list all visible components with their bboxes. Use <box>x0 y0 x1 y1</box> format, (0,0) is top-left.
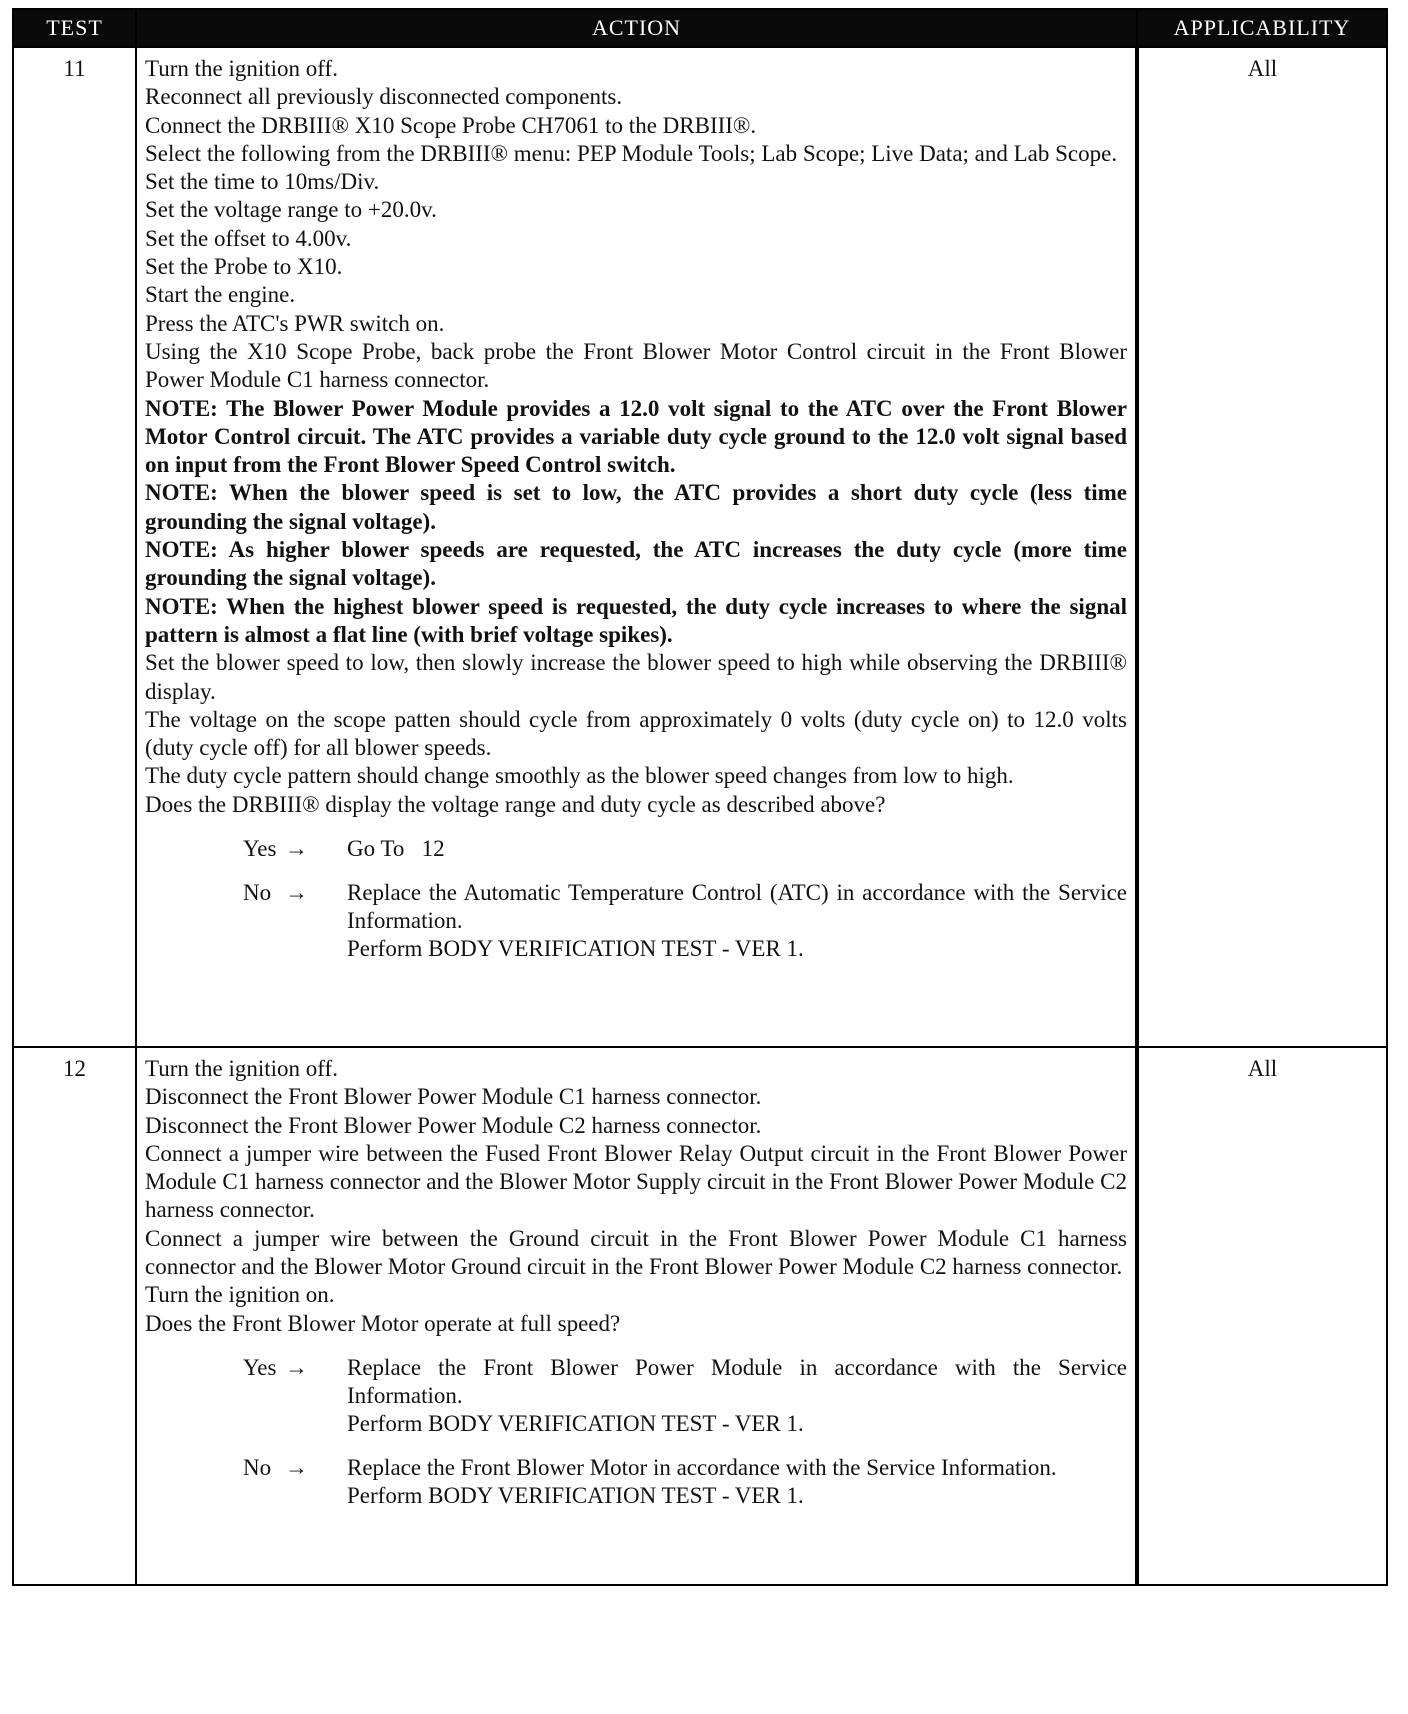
step-line: Press the ATC's PWR switch on. <box>145 310 445 336</box>
yes-label: Yes <box>243 1354 277 1380</box>
no-result-line: Perform BODY VERIFICATION TEST - VER 1. <box>347 1482 804 1508</box>
no-branch <box>243 1454 1127 1510</box>
no-result <box>347 1454 1127 1510</box>
yes-result <box>347 835 1127 863</box>
yes-result-line: Go To 12 <box>347 836 445 862</box>
step-line: Start the engine. <box>145 282 296 308</box>
no-branch <box>243 879 1127 963</box>
yes-branch <box>243 835 1127 863</box>
step-line: The duty cycle pattern should change smoothly as the blower speed changes from low to high. <box>145 763 1014 789</box>
step-line: Turn the ignition on. <box>145 1282 335 1308</box>
no-result-line: Replace the Automatic Temperature Control (ATC) in accordance with the Service Information. <box>347 880 1127 934</box>
note-text: NOTE: When the blower speed is set to low, the ATC provides a short duty cycle (less time grounding the signal voltage). <box>145 480 1127 534</box>
note-text: NOTE: The Blower Power Module provides a 12.0 volt signal to the ATC over the Front Blower Motor Control circuit. The ATC provides a variable duty cycle ground to the 12.0 volt signal based on input from the Front Blower Speed Control switch. <box>145 395 1127 478</box>
table-header-row <box>13 9 1387 47</box>
note-text: NOTE: When the highest blower speed is requested, the duty cycle increases to where the signal pattern is almost a flat line (with brief voltage spikes). <box>145 593 1127 647</box>
applicability-cell: All <box>1137 47 1387 1047</box>
step-line: Turn the ignition off. <box>145 1056 338 1081</box>
question-line: Does the Front Blower Motor operate at full speed? <box>145 1310 621 1336</box>
step-line: Turn the ignition off. <box>145 56 338 81</box>
yes-result-line: Perform BODY VERIFICATION TEST - VER 1. <box>347 1410 804 1436</box>
step-line: Disconnect the Front Blower Power Module C1 harness connector. <box>145 1084 762 1110</box>
step-line: Set the blower speed to low, then slowly increase the blower speed to high while observing the DRBIII® display. <box>145 650 1127 704</box>
note-text: NOTE: As higher blower speeds are requested, the ATC increases the duty cycle (more time grounding the signal voltage). <box>145 537 1127 591</box>
step-line: The voltage on the scope patten should cycle from approximately 0 volts (duty cycle on) to 12.0 volts (duty cycle off) for all blower speeds. <box>145 706 1127 761</box>
question-line: Does the DRBIII® display the voltage range and duty cycle as described above? <box>145 791 886 817</box>
right-arrow-icon: → <box>285 880 308 906</box>
no-label: No <box>243 880 272 906</box>
no-result-line: Replace the Front Blower Motor in accordance with the Service Information. <box>347 1454 1057 1480</box>
step-line: Using the X10 Scope Probe, back probe the Front Blower Motor Control circuit in the Front Blower Power Module C1 harness connector. <box>145 338 1127 393</box>
table-row-test-12 <box>13 1047 1387 1585</box>
test-number: 12 <box>13 1047 136 1585</box>
right-arrow-icon: → <box>285 1454 308 1480</box>
table-row-test-11 <box>13 47 1387 1047</box>
step-line: Connect the DRBIII® X10 Scope Probe CH7061 to the DRBIII®. <box>145 112 757 138</box>
header-action: ACTION <box>136 9 1137 47</box>
test-number: 11 <box>13 47 136 1047</box>
step-line: Set the voltage range to +20.0v. <box>145 197 437 223</box>
applicability-cell: All <box>1137 1047 1387 1585</box>
no-result <box>347 879 1127 963</box>
no-result-line: Perform BODY VERIFICATION TEST - VER 1. <box>347 936 804 962</box>
action-cell <box>136 47 1137 1047</box>
step-line: Set the Probe to X10. <box>145 254 343 280</box>
step-line: Connect a jumper wire between the Ground circuit in the Front Blower Power Module C1 harness connector and the Blower Motor Ground circuit in the Front Blower Power Module C2 harness connector. <box>145 1225 1127 1280</box>
yes-label: Yes <box>243 836 277 862</box>
step-line: Disconnect the Front Blower Power Module C2 harness connector. <box>145 1112 762 1138</box>
step-line: Set the time to 10ms/Div. <box>145 169 380 195</box>
diagnostic-page <box>12 8 1386 1708</box>
right-arrow-icon: → <box>285 836 308 862</box>
yes-result <box>347 1354 1127 1438</box>
right-arrow-icon: → <box>285 1354 308 1380</box>
diagnostic-table <box>12 8 1388 1586</box>
step-line: Set the offset to 4.00v. <box>145 225 352 251</box>
header-applicability: APPLICABILITY <box>1137 9 1387 47</box>
step-line: Reconnect all previously disconnected components. <box>145 84 623 110</box>
step-line: Connect a jumper wire between the Fused Front Blower Relay Output circuit in the Front Blower Power Module C1 harness connector and the Blower Motor Supply circuit in the Front Blower Power Module C2 harness connector. <box>145 1140 1127 1223</box>
no-label: No <box>243 1454 272 1480</box>
header-test: TEST <box>13 9 136 47</box>
step-line: Select the following from the DRBIII® menu: PEP Module Tools; Lab Scope; Live Data; and Lab Scope. <box>145 140 1118 166</box>
yes-result-line: Replace the Front Blower Power Module in accordance with the Service Information. <box>347 1354 1127 1408</box>
yes-branch <box>243 1354 1127 1438</box>
action-cell <box>136 1047 1137 1585</box>
